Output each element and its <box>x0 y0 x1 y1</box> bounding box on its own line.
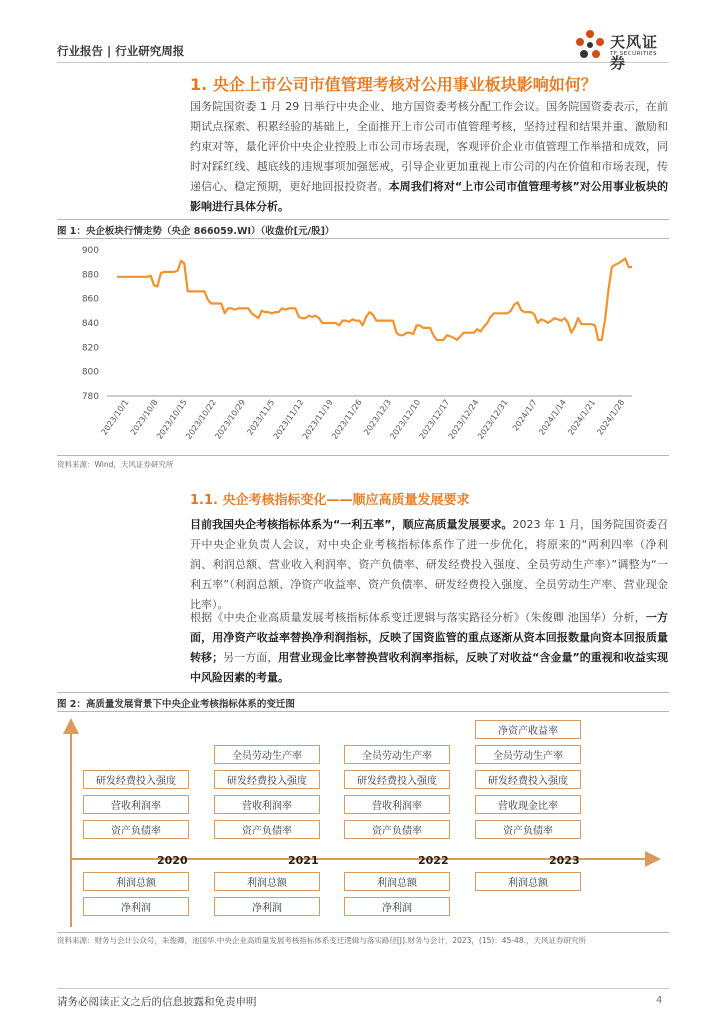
year-label: 2020 <box>157 854 188 867</box>
logo-en-text: TF SECURITIES <box>610 51 657 57</box>
section-1-title: 1. 央企上市公司市值管理考核对公用事业板块影响如何？ <box>190 75 597 94</box>
tf-logo-mark-icon <box>572 28 608 64</box>
x-tick-label: 2023/12/31 <box>475 397 510 441</box>
report-type-header: 行业报告 | 行业研究周报 <box>57 44 185 58</box>
kpi-box: 营收利润率 <box>83 795 189 814</box>
x-tick-label: 2024/1/14 <box>537 397 569 437</box>
kpi-box: 营收现金比率 <box>475 795 581 814</box>
y-tick-label: 880 <box>81 270 99 281</box>
kpi-box: 全员劳动生产率 <box>475 745 581 764</box>
kpi-box: 净利润 <box>83 897 189 916</box>
tf-securities-logo <box>572 26 672 72</box>
p2-text-a: 根据《中央企业高质量发展考核指标体系变迁逻辑与落实路径分析》（朱俊卿 池国华）分析， <box>190 611 646 624</box>
x-tick-label: 2024/1/7 <box>510 397 539 433</box>
y-tick-label: 860 <box>81 294 99 305</box>
section-1-text: 国务院国资委 1 月 29 日举行中央企业、地方国资委考核分配工作会议。国务院国资委表示，在前期试点探索、积累经验的基础上，全面推开上市公司市值管理考核，坚持过程和结果并重、激励和约束对等，量化评价中央企业控股上市公司市场表现，客观评价企业市值管理工作举措和成效，同时对踩红线、越底线的违规事项加强惩戒，引导企业更加重视上市公司的内在价值和市场表现，传递信心、稳定预期，更好地回报投资者。 <box>190 100 668 193</box>
y-tick-label: 900 <box>81 246 99 256</box>
x-tick-label: 2024/1/28 <box>595 397 627 437</box>
section-1-1-title: 1.1. 央企考核指标变化——顺应高质量发展要求 <box>190 493 470 508</box>
kpi-evolution-diagram <box>57 712 669 932</box>
p2-bold-1: 一方面，用净资产收益率替换净利润指标，反映了国资监管的重点逐渐从资本回报数量向资本回报质量转移； <box>190 611 669 664</box>
x-tick-label: 2023/10/29 <box>213 397 248 441</box>
figure-2-title: 图 2：高质量发展背景下中央企业考核指标体系的变迁图 <box>57 699 295 710</box>
kpi-box: 资产负债率 <box>344 820 450 839</box>
kpi-box: 研发经费投入强度 <box>214 770 320 789</box>
kpi-box: 利润总额 <box>83 872 189 891</box>
figure-2-top-line <box>57 692 669 693</box>
x-tick-label: 2023/10/15 <box>155 397 189 441</box>
kpi-box: 营收利润率 <box>344 795 450 814</box>
figure-1-title-line <box>57 238 669 239</box>
y-axis <box>82 246 99 402</box>
price-series-line <box>117 259 632 341</box>
page-number: 4 <box>656 995 663 1006</box>
p2-bold-2: 用营业现金比率替换营收利润率指标，反映了对收益“含金量”的重视和收益实现中风险因素的考量。 <box>190 651 668 684</box>
y-tick-label: 820 <box>81 343 99 354</box>
x-tick-label: 2023/12/17 <box>417 397 452 441</box>
kpi-box: 净利润 <box>214 897 320 916</box>
p1-text: 2023 年 1 月，国务院国资委召开中央企业负责人会议，对中央企业考核指标体系作了进一步优化，将原来的“两利四率（净利润、利润总额、营业收入利润率、资产负债率、研发经费投入强度、全员劳动生产率）”调整为“一利五率”（利润总额、净资产收益率、资产负债率、研发经费投入强度、全员劳动生产率、营业现金比率）。 <box>190 518 668 611</box>
x-tick-label: 2024/1/21 <box>566 397 598 437</box>
kpi-box: 全员劳动生产率 <box>214 745 320 764</box>
x-tick-label: 2023/11/19 <box>300 397 335 441</box>
x-tick-label: 2023/11/12 <box>271 397 306 441</box>
figure-1-title: 图 1：央企板块行情走势（央企 866059.WI）（收盘价[元/股]） <box>57 226 335 237</box>
kpi-box: 营收利润率 <box>214 795 320 814</box>
x-tick-label: 2023/10/22 <box>184 397 219 441</box>
x-tick-label: 2023/11/5 <box>245 397 277 437</box>
y-tick-label: 840 <box>81 319 99 329</box>
x-axis <box>100 396 632 441</box>
kpi-box: 净资产收益率 <box>475 720 581 739</box>
x-tick-label: 2023/11/26 <box>330 397 364 441</box>
y-tick-label: 780 <box>81 392 99 402</box>
kpi-box: 研发经费投入强度 <box>83 770 189 789</box>
year-label: 2021 <box>288 854 319 867</box>
disclaimer-footer: 请务必阅读正文之后的信息披露和免责申明 <box>57 996 257 1008</box>
kpi-box: 资产负债率 <box>214 820 320 839</box>
price-line-chart <box>57 240 669 452</box>
figure-2-source: 资料来源：财务与会计公众号，朱俊卿，池国华.中央企业高质量发展考核指标体系变迁逻辑与落实路径[J].财务与会计，2023，(15)：45-48.，天风证券研究所 <box>57 936 586 945</box>
kpi-box: 全员劳动生产率 <box>344 745 450 764</box>
kpi-box: 净利润 <box>344 897 450 916</box>
x-tick-label: 2023/12/3 <box>362 397 394 437</box>
p1-bold-text: 目前我国央企考核指标体系为“一利五率”，顺应高质量发展要求。 <box>190 518 513 531</box>
figure-1-top-line <box>57 219 669 220</box>
logo-cn-text: 天风证券 <box>610 33 659 72</box>
kpi-box: 资产负债率 <box>475 820 581 839</box>
section-1-bold-text: 本周我们将对“上市公司市值管理考核”对公用事业板块的影响进行具体分析。 <box>190 180 668 213</box>
kpi-box: 研发经费投入强度 <box>475 770 581 789</box>
y-tick-label: 800 <box>81 367 99 378</box>
year-label: 2023 <box>549 854 580 867</box>
x-tick-label: 2023/10/1 <box>99 397 131 437</box>
p2-text-c: 另一方面， <box>223 651 279 664</box>
year-label: 2022 <box>418 854 449 867</box>
kpi-box: 资产负债率 <box>83 820 189 839</box>
x-tick-label: 2023/12/10 <box>388 397 423 441</box>
figure-1-source: 资料来源：Wind，天风证券研究所 <box>57 460 174 469</box>
figure-1-bottom-line <box>57 455 669 456</box>
figure-2-bottom-line <box>57 932 669 933</box>
kpi-box: 利润总额 <box>344 872 450 891</box>
footer-divider <box>57 988 669 989</box>
kpi-box: 利润总额 <box>214 872 320 891</box>
kpi-box: 利润总额 <box>475 872 581 891</box>
section-1-paragraph <box>190 97 668 217</box>
section-1-1-paragraph-2 <box>190 608 668 688</box>
kpi-box: 研发经费投入强度 <box>344 770 450 789</box>
x-tick-label: 2023/10/8 <box>128 397 160 437</box>
x-tick-label: 2023/12/24 <box>446 397 481 441</box>
section-1-1-paragraph-1 <box>190 515 668 615</box>
